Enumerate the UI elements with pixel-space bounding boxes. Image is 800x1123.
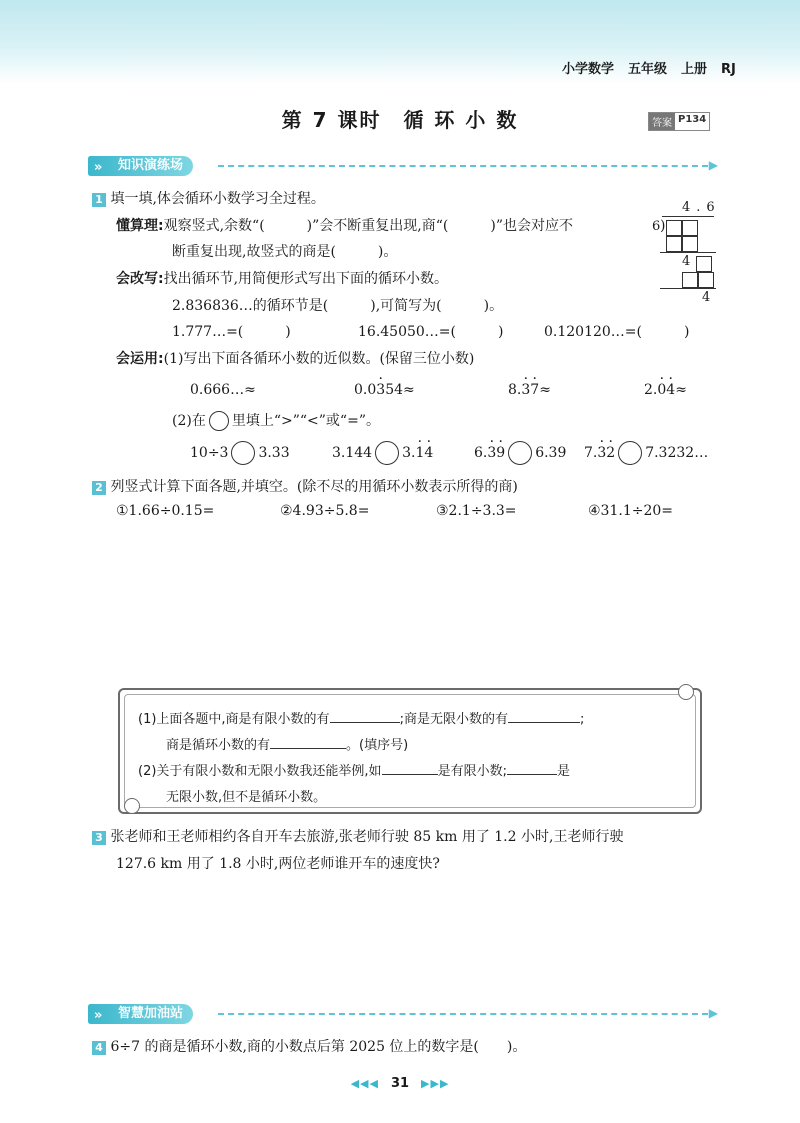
long-division <box>652 200 721 310</box>
q2-item-4: ④31.1÷20= <box>588 503 673 519</box>
blank-recurring[interactable] <box>270 748 346 749</box>
frame-text: 是 <box>556 764 570 779</box>
q1-gx-item-1: 1.777…=( ) <box>172 324 291 340</box>
blank-infinite[interactable] <box>508 722 580 723</box>
q2-item-2: ②4.93÷5.8= <box>280 503 370 519</box>
page-footer <box>0 1076 800 1091</box>
compare-item-4 <box>584 441 708 465</box>
double-arrow-icon: » <box>94 1008 103 1023</box>
compare-item-1 <box>190 441 290 465</box>
q1-dongsuanli-line2: 断重复出现,故竖式的商是( )。 <box>172 244 398 260</box>
q1-yy1-text: (1)写出下面各循环小数的近似数。(保留三位小数) <box>163 351 475 367</box>
summary-frame <box>118 688 702 814</box>
compare-right: 6.39 <box>535 445 567 461</box>
arrow-end-icon: ▶ <box>708 158 718 172</box>
header-info <box>562 58 750 77</box>
frame-line-4: 无限小数,但不是循环小数。 <box>166 790 327 805</box>
q4-number: 4 <box>92 1041 106 1055</box>
approx-text: 0.0 <box>354 382 377 398</box>
header-grade: 五年级 <box>628 62 668 77</box>
compare-circle[interactable] <box>508 441 532 465</box>
blank-finite[interactable] <box>330 722 400 723</box>
dashed-divider <box>218 165 708 167</box>
smile-icon <box>678 684 694 700</box>
approx-text: 2. <box>644 382 658 398</box>
q1-gx-item-3: 0.120120…=( ) <box>544 324 690 340</box>
dashed-divider <box>218 1013 708 1015</box>
approx-text: 8. <box>508 382 522 398</box>
blank-finite-example[interactable] <box>382 774 438 775</box>
division-rule-1 <box>660 252 716 253</box>
q4-text: 6÷7 的商是循环小数,商的小数点后第 2025 位上的数字是( )。 <box>110 1039 527 1055</box>
approx-item-1 <box>190 382 256 398</box>
blank-box[interactable] <box>682 236 698 252</box>
header-volume: 上册 <box>681 62 708 77</box>
q1-huigaixie-label: 会改写: <box>116 271 164 287</box>
section-practice-label: 知识演练场 <box>118 158 184 173</box>
approx-text: 0.666…≈ <box>190 382 256 398</box>
approx-digit: 5 <box>385 382 395 398</box>
compare-item-2 <box>332 441 433 465</box>
q1-intro <box>92 188 325 208</box>
blank-box[interactable] <box>666 236 682 252</box>
header-edition: RJ <box>721 62 736 77</box>
repeating-digit: · 1 <box>415 445 424 461</box>
division-bar <box>662 216 714 217</box>
q3-line-1 <box>92 826 623 846</box>
q2-item-1: ①1.66÷0.15= <box>116 503 215 519</box>
q1-huiyunyong-label: 会运用: <box>116 351 164 367</box>
frame-text: (2)关于有限小数和无限小数我还能举例,如 <box>138 764 382 779</box>
repeating-digit: · 9 <box>496 445 505 461</box>
approx-tail: ≈ <box>539 382 551 398</box>
repeating-digit: · 3 <box>376 382 385 398</box>
q1-yy2-pre: (2)在 <box>172 413 206 429</box>
division-remainder: 4 <box>702 290 711 305</box>
repeating-digit: · 7 <box>530 382 539 398</box>
q3-text-1: 张老师和王老师相约各自开车去旅游,张老师行驶 85 km 用了 1.2 小时,王老师行驶 <box>110 829 624 845</box>
division-boxes-row2 <box>666 236 698 256</box>
approx-item-2 <box>354 382 415 398</box>
division-bracket: ) <box>660 218 666 234</box>
blank-box[interactable] <box>682 272 698 288</box>
blank-box[interactable] <box>682 220 698 236</box>
frame-text: ;商是无限小数的有 <box>399 712 508 727</box>
q3-line-2: 127.6 km 用了 1.8 小时,两位老师谁开车的速度快? <box>116 856 440 872</box>
q1-number: 1 <box>92 193 106 207</box>
q2-item-3: ③2.1÷3.3= <box>436 503 517 519</box>
q1-gx-item-2: 16.45050…=( ) <box>358 324 504 340</box>
compare-left: 6. <box>474 445 488 461</box>
compare-right: 3.33 <box>258 445 290 461</box>
q2-intro <box>92 476 518 496</box>
compare-circle[interactable] <box>231 441 255 465</box>
q1-dongsuanli-label: 懂算理: <box>116 218 164 234</box>
repeating-digit: · 4 <box>666 382 675 398</box>
blank-infinite-example[interactable] <box>507 774 557 775</box>
section-challenge-label: 智慧加油站 <box>118 1006 184 1021</box>
frame-text: 是有限小数; <box>437 764 507 779</box>
q3-number: 3 <box>92 831 106 845</box>
approx-tail: 4≈ <box>394 382 415 398</box>
q1-intro-text: 填一填,体会循环小数学习全过程。 <box>110 191 325 207</box>
frame-line-2 <box>166 734 408 753</box>
page-title: 第 7 课时 循 环 小 数 <box>281 108 519 132</box>
q1-gx-line: 2.836836…的循环节是( ),可简写为( )。 <box>172 298 504 314</box>
blank-box[interactable] <box>666 220 682 236</box>
compare-left: 7. <box>584 445 598 461</box>
q4-line <box>92 1036 526 1056</box>
repeating-digit: · 4 <box>424 445 433 461</box>
division-quotient: 4.6 <box>682 200 721 215</box>
compare-left: 10÷3 <box>190 445 229 461</box>
repeating-digit: · 3 <box>597 445 606 461</box>
compare-circle[interactable] <box>618 441 642 465</box>
compare-right: 3. <box>402 445 416 461</box>
division-mid: 4 <box>682 254 691 269</box>
section-challenge-tag <box>88 1004 193 1024</box>
repeating-digit: · 2 <box>606 445 615 461</box>
right-arrows-icon: ▶▶▶ <box>421 1077 450 1090</box>
q1-dongsuanli-text1: 观察竖式,余数“( )”会不断重复出现,商“( )”也会对应不 <box>163 218 573 234</box>
approx-item-3 <box>508 382 551 398</box>
q1-huiyunyong <box>116 348 474 368</box>
compare-circle-sample <box>209 411 229 431</box>
page-number: 31 <box>390 1076 410 1091</box>
frame-text: ; <box>579 712 585 727</box>
compare-right: 7.3232… <box>645 445 709 461</box>
frame-line-1 <box>138 708 584 727</box>
q1-yy2-post: 里填上“>”“<”或“=”。 <box>231 413 380 429</box>
q1-dongsuanli <box>116 215 573 235</box>
answer-badge-label: 答案 <box>649 113 675 130</box>
smile-icon <box>124 798 140 814</box>
compare-item-3 <box>474 441 566 465</box>
repeating-digit: · 3 <box>487 445 496 461</box>
blank-box[interactable] <box>698 272 714 288</box>
division-rule-2 <box>660 288 716 289</box>
division-divisor: 6 <box>652 219 661 234</box>
q1-huigaixie-text: 找出循环节,用简便形式写出下面的循环小数。 <box>163 271 449 287</box>
blank-box[interactable] <box>696 256 712 272</box>
repeating-digit: · 0 <box>657 382 666 398</box>
q1-huigaixie <box>116 268 448 288</box>
header-subject: 小学数学 <box>562 62 615 77</box>
left-arrows-icon: ◀◀◀ <box>350 1077 379 1090</box>
repeating-digit: · 3 <box>521 382 530 398</box>
frame-line-3 <box>138 760 570 779</box>
compare-left: 3.144 <box>332 445 373 461</box>
arrow-end-icon: ▶ <box>708 1006 718 1020</box>
q2-text: 列竖式计算下面各题,并填空。(除不尽的用循环小数表示所得的商) <box>110 479 518 495</box>
q1-yy2 <box>172 410 380 431</box>
frame-text: 。(填序号) <box>346 738 409 753</box>
answer-badge-page: P134 <box>678 114 707 125</box>
double-arrow-icon: » <box>94 160 103 175</box>
frame-text: (1)上面各题中,商是有限小数的有 <box>138 712 330 727</box>
section-practice-tag <box>88 156 193 176</box>
compare-circle[interactable] <box>375 441 399 465</box>
section-practice-bar <box>88 156 718 176</box>
approx-item-4 <box>644 382 687 398</box>
frame-text: 商是循环小数的有 <box>166 738 271 753</box>
division-boxes-row4 <box>682 272 714 292</box>
q2-number: 2 <box>92 481 106 495</box>
approx-tail: ≈ <box>675 382 687 398</box>
section-challenge-bar <box>88 1004 718 1024</box>
answer-badge[interactable] <box>648 112 710 131</box>
